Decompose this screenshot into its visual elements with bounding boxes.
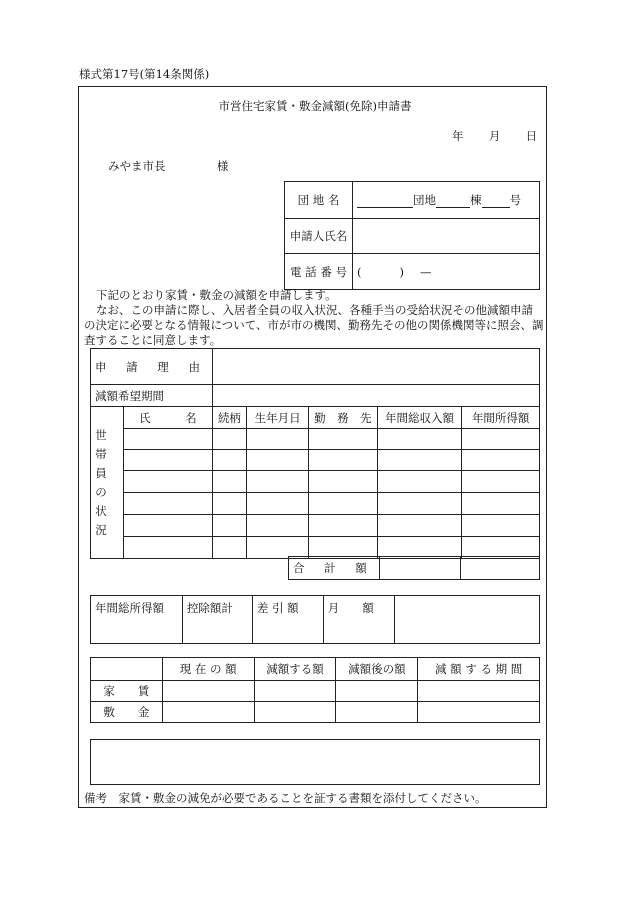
danchi-suffix: 団地 bbox=[413, 193, 436, 207]
free-text-box[interactable] bbox=[90, 739, 540, 785]
intro-text-2: なお、この申請に際し、入居者全員の収入状況、各種手当の受給状況その他減額申請の決定に必要となる情報について、市が市の機関、勤務先その他の関係機関等に照会、調査することに同意します。 bbox=[84, 303, 544, 347]
amount-corner bbox=[91, 658, 163, 681]
rent-reduction[interactable] bbox=[254, 681, 336, 702]
total-label: 合 計 額 bbox=[289, 557, 380, 580]
addressee bbox=[108, 158, 228, 174]
form-title: 市営住宅家賃・敷金減額(免除)申請書 bbox=[218, 99, 412, 113]
calc-table bbox=[90, 595, 540, 644]
applicant-table bbox=[284, 181, 540, 290]
table-row bbox=[91, 515, 540, 537]
date-line bbox=[452, 128, 542, 144]
col-income: 年間所得額 bbox=[462, 407, 540, 429]
form-number: 様式第17号(第14条関係) bbox=[79, 67, 210, 81]
difference-amount[interactable]: 差 引 額 bbox=[252, 596, 323, 644]
main-table bbox=[90, 348, 540, 559]
household-label: 世帯員の状況 bbox=[91, 407, 124, 559]
danchi-label: 団 地 名 bbox=[285, 182, 353, 219]
monthly-amount[interactable]: 月 額 bbox=[323, 596, 394, 644]
col-after-amount: 減額後の額 bbox=[336, 658, 418, 681]
applicant-name-field[interactable] bbox=[353, 219, 540, 254]
rent-after[interactable] bbox=[336, 681, 418, 702]
phone-open: ( bbox=[357, 264, 362, 279]
deposit-reduction[interactable] bbox=[254, 702, 336, 723]
col-gross-income: 年間総収入額 bbox=[377, 407, 462, 429]
table-row bbox=[91, 429, 540, 450]
deduction-total[interactable]: 控除額計 bbox=[182, 596, 252, 644]
phone-dash: — bbox=[420, 264, 432, 279]
reason-label: 申 請 理 由 bbox=[91, 349, 213, 385]
phone-field[interactable] bbox=[353, 254, 540, 290]
rent-period[interactable] bbox=[418, 681, 540, 702]
rent-current[interactable] bbox=[162, 681, 254, 702]
phone-close: ) bbox=[399, 264, 404, 279]
deposit-current[interactable] bbox=[162, 702, 254, 723]
applicant-name-label: 申請人氏名 bbox=[285, 219, 353, 254]
period-field[interactable] bbox=[212, 385, 539, 407]
deposit-label: 敷 金 bbox=[91, 702, 163, 723]
col-workplace: 勤 務 先 bbox=[309, 407, 377, 429]
phone-label: 電 話 番 号 bbox=[285, 254, 353, 290]
table-row bbox=[91, 493, 540, 515]
total-gross-income[interactable] bbox=[379, 557, 460, 580]
honorific: 様 bbox=[216, 159, 229, 173]
period-label: 減額希望期間 bbox=[91, 385, 213, 407]
rent-label: 家 賃 bbox=[91, 681, 163, 702]
col-reduction-amount: 減額する額 bbox=[254, 658, 336, 681]
col-reduction-period: 減 額 す る 期 間 bbox=[418, 658, 540, 681]
total-table bbox=[288, 556, 540, 580]
day-label: 日 bbox=[525, 129, 538, 143]
number-suffix: 号 bbox=[509, 193, 521, 207]
table-row bbox=[91, 450, 540, 471]
danchi-field[interactable] bbox=[353, 182, 540, 219]
mayor-label: みやま市長 bbox=[108, 159, 166, 173]
remarks: 備考 家賃・敷金の減免が必要であることを証する書類を添付してください。 bbox=[84, 791, 487, 805]
col-current-amount: 現 在 の 額 bbox=[162, 658, 254, 681]
intro-text-1: 下記のとおり家賃・敷金の減額を申請します。 bbox=[96, 288, 337, 302]
total-income[interactable] bbox=[461, 557, 540, 580]
col-birthdate: 生年月日 bbox=[246, 407, 308, 429]
deposit-after[interactable] bbox=[336, 702, 418, 723]
calc-blank[interactable] bbox=[394, 596, 539, 644]
year-label: 年 bbox=[452, 129, 464, 143]
table-row bbox=[91, 471, 540, 493]
amount-table bbox=[90, 657, 540, 723]
annual-income-total[interactable]: 年間総所得額 bbox=[91, 596, 183, 644]
building-suffix: 棟 bbox=[470, 193, 482, 207]
deposit-period[interactable] bbox=[418, 702, 540, 723]
col-relation: 続柄 bbox=[212, 407, 246, 429]
reason-field[interactable] bbox=[212, 349, 539, 385]
col-name: 氏 名 bbox=[123, 407, 212, 429]
month-label: 月 bbox=[488, 129, 501, 143]
